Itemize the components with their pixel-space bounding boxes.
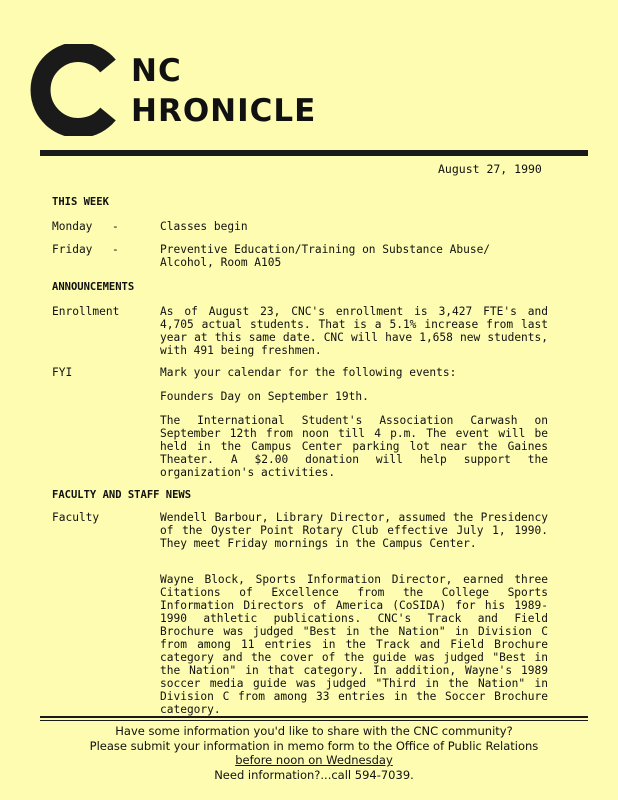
enrollment-paragraph: As of August 23, CNC's enrollment is 3,427 FTE's and 4,705 actual students. That is a 5.1% increase from last year at this same date. CNC will have 1,658 new students, with 491 being freshmen. bbox=[160, 305, 548, 357]
footer-line: Have some information you'd like to share with the CNC community? bbox=[115, 724, 513, 738]
section-heading-announcements: ANNOUNCEMENTS bbox=[52, 281, 135, 293]
footer bbox=[40, 724, 588, 782]
masthead-line1: NC bbox=[131, 53, 182, 89]
day-event-text: Classes begin bbox=[160, 220, 248, 233]
masthead-line2: HRONICLE bbox=[131, 93, 317, 129]
footer-rule bbox=[40, 716, 588, 718]
issue-date: August 27, 1990 bbox=[438, 162, 542, 176]
day-dash: - bbox=[112, 220, 119, 233]
footer-rule bbox=[40, 720, 588, 721]
faculty-paragraph: Wayne Block, Sports Information Director, earned three Citations of Excellence from the College Sports Information Directors of America (CoSIDA) for his 1989-1990 athletic publications. CNC's Track and Field Brochure was judged "Best in the Nation" in Division C from among 11 entries in the Track and Field Brochure category and the cover of the guide was judged "Best in the Nation" in that category. In addition, Wayne's 1989 soccer media guide was judged "Third in the Nation" in Division C from among 33 entries in the Soccer Brochure category. bbox=[160, 573, 548, 716]
day-dash: - bbox=[112, 243, 119, 256]
section-heading-faculty-staff-news: FACULTY AND STAFF NEWS bbox=[52, 489, 192, 501]
footer-contact: Need information?...call 594-7039. bbox=[214, 767, 414, 782]
fyi-paragraph: The International Student's Association Carwash on September 12th from noon till 4 p.m. The event will be held in the Campus Center parking lot near the Gaines Theater. A $2.00 donation will help support the organization's activities. bbox=[160, 414, 548, 479]
fyi-paragraph: Founders Day on September 19th. bbox=[160, 390, 369, 403]
day-label: Friday bbox=[52, 243, 93, 256]
enrollment-label: Enrollment bbox=[52, 305, 120, 318]
masthead-rule bbox=[40, 150, 588, 156]
faculty-paragraph: Wendell Barbour, Library Director, assumed the Presidency of the Oyster Point Rotary Club effective July 1, 1990. They meet Friday mornings in the Campus Center. bbox=[160, 511, 548, 550]
section-heading-this-week: THIS WEEK bbox=[52, 196, 109, 208]
footer-deadline: before noon on Wednesday bbox=[235, 753, 393, 767]
footer-line: Please submit your information in memo form to the Office of Public Relations bbox=[89, 738, 539, 753]
day-label: Monday bbox=[52, 220, 93, 233]
fyi-paragraph: Mark your calendar for the following events: bbox=[160, 366, 457, 379]
day-event-text: Preventive Education/Training on Substance Abuse/ Alcohol, Room A105 bbox=[160, 243, 491, 269]
masthead-c-logo bbox=[30, 44, 122, 136]
fyi-label: FYI bbox=[52, 366, 73, 379]
faculty-label: Faculty bbox=[52, 511, 100, 524]
masthead bbox=[30, 44, 590, 154]
